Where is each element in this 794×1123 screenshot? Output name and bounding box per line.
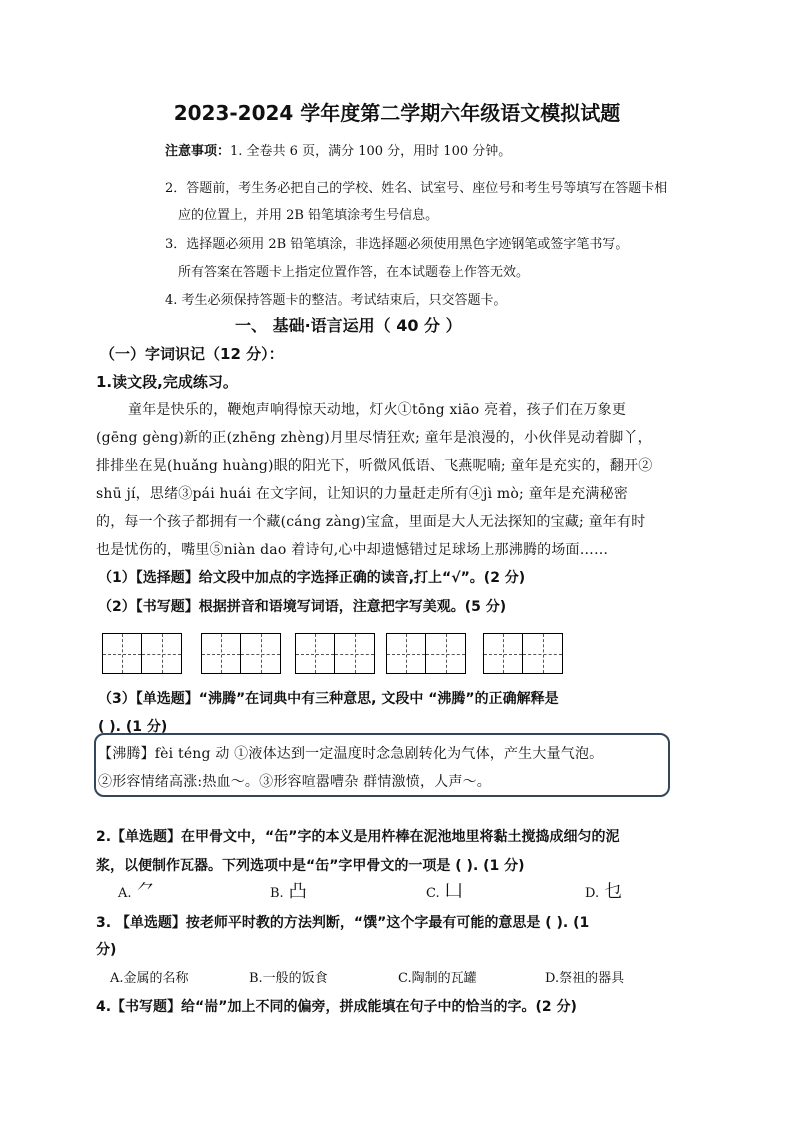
- question-4-line: 4.【书写题】给“耑”加上不同的偏旁，拼成能填在句子中的恰当的字。(2 分): [96, 999, 577, 1015]
- sub-question-2: （2）【书写题】根据拼音和语境写词语，注意把字写美观。(5 分): [98, 599, 507, 615]
- notice-item: 应的位置上，并用 2B 铅笔填涂考生号信息。: [178, 208, 439, 223]
- oracle-glyph-a-icon: ⺈: [136, 881, 155, 902]
- oracle-glyph-d-icon: 乜: [604, 881, 623, 902]
- option-a[interactable]: A. ⺈: [118, 881, 155, 902]
- writing-cell[interactable]: [295, 633, 335, 674]
- passage-line: 排排坐在晃(huǎng huàng)眼的阳光下，听微风低语、飞燕呢喃; 童年是充实的，翻开②: [96, 458, 653, 474]
- option-a[interactable]: A.金属的名称: [110, 971, 189, 986]
- option-b[interactable]: B.一般的饭食: [249, 971, 328, 986]
- question-2-line: 2.【单选题】在甲骨文中，“缶”字的本义是用杵棒在泥池地里将黏土搅捣成细匀的泥: [96, 829, 620, 845]
- writing-grid-5[interactable]: [483, 633, 563, 674]
- writing-grid-4[interactable]: [386, 633, 466, 674]
- writing-grid-3[interactable]: [295, 633, 375, 674]
- oracle-glyph-b-icon: 凸: [288, 881, 307, 902]
- page-title: 2023-2024 学年度第二学期六年级语文模拟试题: [173, 101, 621, 125]
- notice-line-1: [165, 140, 511, 159]
- sub-question-3: （3）【单选题】“沸腾”在词典中有三种意思, 文段中 “沸腾”的正确解释是: [98, 691, 559, 707]
- option-d[interactable]: D. 乜: [585, 881, 623, 902]
- writing-cell[interactable]: [386, 633, 426, 674]
- question-3-line: 分): [96, 942, 117, 958]
- sub-question-3-answer: ( ). (1 分): [98, 719, 168, 735]
- sub-question-1: （1）【选择题】给文段中加点的字选择正确的读音,打上“√”。(2 分): [98, 570, 526, 586]
- option-b[interactable]: B. 凸: [270, 881, 307, 902]
- passage-line: shū jí，思绪③pái huái 在文字间，让知识的力量赶走所有④jì mò; 童年是充满秘密: [96, 486, 628, 502]
- writing-cell[interactable]: [201, 633, 241, 674]
- writing-cell[interactable]: [523, 633, 563, 674]
- dictionary-line: 【沸腾】fèi téng 动 ①液体达到一定温度时念急剧转化为气体，产生大量气泡。: [98, 746, 604, 762]
- passage-line: 的，每一个孩子都拥有一个藏(cáng zàng)宝盒，里面是大人无法探知的宝藏; 童年有时: [96, 514, 646, 530]
- question-2-line: 浆，以便制作瓦器。下列选项中是“缶”字甲骨文的一项是 ( ). (1 分): [96, 858, 525, 874]
- notice-item: 3．选择题必须用 2B 铅笔填涂，非选择题必须使用黑色字迹钢笔或签字笔书写。: [165, 237, 629, 252]
- option-d[interactable]: D.祭祖的器具: [545, 971, 625, 986]
- question-1-title: 1.读文段,完成练习。: [96, 373, 238, 391]
- writing-cell[interactable]: [102, 633, 142, 674]
- notice-item: 4. 考生必须保持答题卡的整洁。考试结束后，只交答题卡。: [165, 293, 507, 308]
- option-c[interactable]: C.陶制的瓦罐: [398, 971, 477, 986]
- notice-item: 2．答题前，考生务必把自己的学校、姓名、试室号、座位号和考生号等填写在答题卡相: [165, 181, 668, 196]
- option-c[interactable]: C. 凵: [426, 881, 463, 902]
- notice-label: 注意事项：: [165, 144, 231, 159]
- dictionary-line: ②形容情绪高涨:热血～。③形容喧嚣嘈杂 群情激愤，人声～。: [98, 774, 491, 790]
- oracle-glyph-c-icon: 凵: [444, 881, 463, 902]
- writing-cell[interactable]: [426, 633, 466, 674]
- notice-item: 所有答案在答题卡上指定位置作答，在本试题卷上作答无效。: [178, 265, 530, 280]
- writing-cell[interactable]: [241, 633, 281, 674]
- writing-cell[interactable]: [335, 633, 375, 674]
- notice-item: 1. 全卷共 6 页，满分 100 分，用时 100 分钟。: [230, 144, 512, 159]
- writing-cell[interactable]: [142, 633, 182, 674]
- passage-line: 童年是快乐的，鞭炮声响得惊天动地，灯火①tōng xiāo 亮着，孩子们在万象更: [128, 402, 627, 418]
- writing-grid-1[interactable]: [102, 633, 182, 674]
- passage-line: (gēng gèng)新的正(zhēng zhèng)月里尽情狂欢; 童年是浪漫的，小伙伴晃动着脚丫，: [96, 430, 652, 446]
- section-heading: 一、 基础·语言运用（ 40 分 ）: [235, 316, 462, 335]
- part-heading: （一）字词识记（12 分）：: [100, 345, 284, 363]
- writing-cell[interactable]: [483, 633, 523, 674]
- writing-grid-2[interactable]: [201, 633, 281, 674]
- question-3-line: 3. 【单选题】按老师平时教的方法判断，“馔”这个字最有可能的意思是 ( ). (1: [96, 915, 590, 931]
- passage-line: 也是忧伤的，嘴里⑤niàn dao 着诗句,心中却遗憾错过足球场上那沸腾的场面……: [96, 542, 609, 558]
